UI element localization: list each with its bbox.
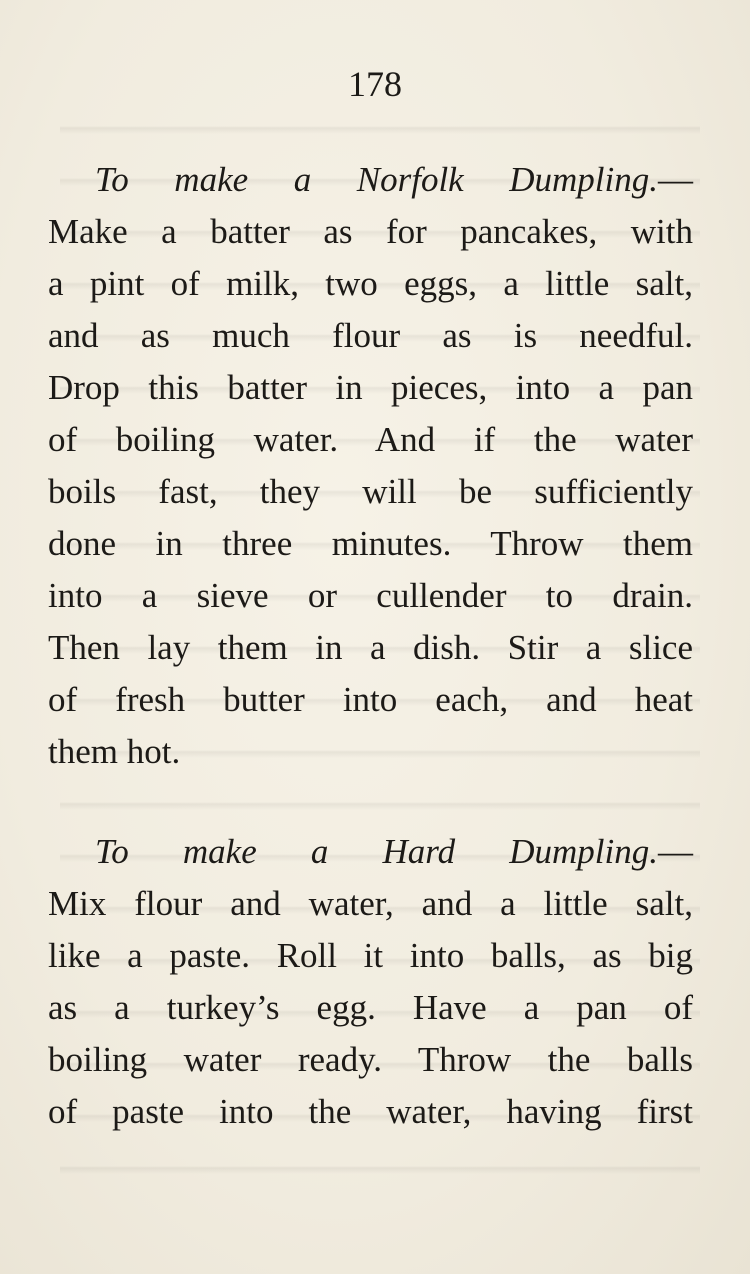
- recipe-1-line: done in three minutes. Throw them: [48, 524, 693, 563]
- recipe-1-line: and as much flour as is needful.: [48, 316, 693, 355]
- recipe-2-line: like a paste. Roll it into balls, as big: [48, 936, 693, 975]
- recipe-2-line: Mix flour and water, and a little salt,: [48, 884, 693, 923]
- recipe-2-line: boiling water ready. Throw the balls: [48, 1040, 693, 1079]
- recipe-1-line: of fresh butter into each, and heat: [48, 680, 693, 719]
- page-number: 178: [348, 64, 402, 104]
- recipe-1-line: them hot.: [48, 732, 181, 771]
- recipe-2-line: as a turkey’s egg. Have a pan of: [48, 988, 693, 1027]
- recipe-1-line: a pint of milk, two eggs, a little salt,: [48, 264, 693, 303]
- recipe-2-line: of paste into the water, having first: [48, 1092, 693, 1131]
- recipe-1-title-line: [95, 158, 693, 202]
- recipe-1-line: of boiling water. And if the water: [48, 420, 693, 459]
- recipe-1-line: boils fast, they will be sufficiently: [48, 472, 693, 511]
- recipe-2-title-line: [95, 830, 693, 874]
- recipe-1-title: To make a Norfolk Dumpling.: [95, 160, 658, 199]
- recipe-1-line: Drop this batter in pieces, into a pan: [48, 368, 693, 407]
- recipe-1-line: into a sieve or cullender to drain.: [48, 576, 693, 615]
- recipe-2-title-dash: —: [658, 832, 693, 871]
- recipe-1-line: Make a batter as for pancakes, with: [48, 212, 693, 251]
- recipe-1-line: Then lay them in a dish. Stir a slice: [48, 628, 693, 667]
- recipe-2-title: To make a Hard Dumpling.: [95, 832, 658, 871]
- recipe-1-title-dash: —: [658, 160, 693, 199]
